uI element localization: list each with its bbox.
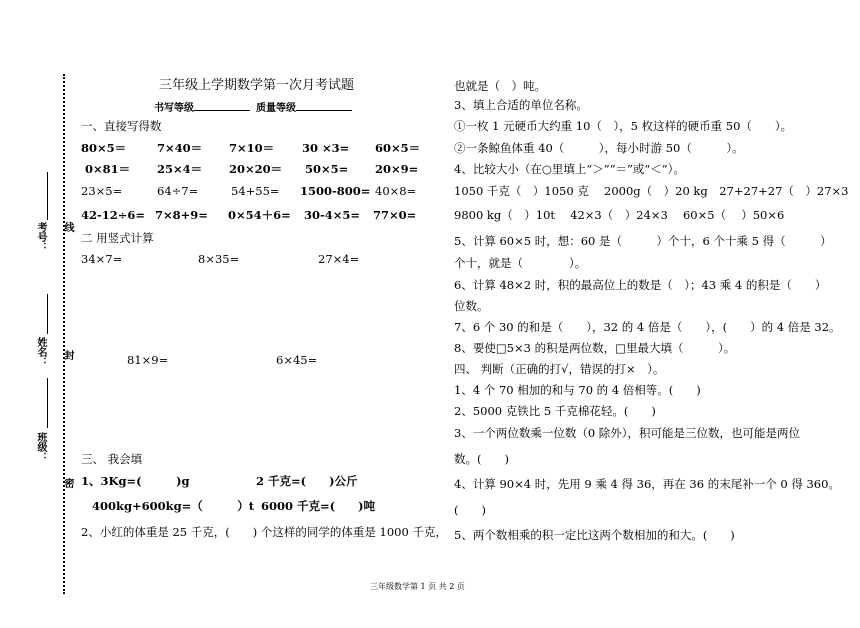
s1-r3-c4: 1500-800= [300,184,371,198]
s3-q1a: 1、3Kg=( )g [81,474,190,488]
s1-r2-c2: 25×4＝ [157,162,203,176]
section-2-heading: 二 用竖式计算 [81,231,154,245]
s3-q6-cont: 位数。 [454,299,489,313]
seal-mi: 密 [62,478,73,488]
name-line [47,294,48,334]
s4-q5: 5、两个数相乘的积一定比这两个数相加的和大。( ) [454,528,735,542]
s3-q4b: 9800 kg（ ）10t 42×3（ ）24×3 60×5（ ）50×6 [454,208,785,222]
class-label: 班级： [35,432,46,462]
s3-q4a: 1050 千克（ ）1050 克 2000g（ ）20 kg 27+27+27（ ）27×3 [454,184,849,198]
s3-q2-cont: 也就是（ ）吨。 [454,79,546,93]
section-1-heading: 一、直接写得数 [81,119,162,133]
s2-q1: 34×7= [81,252,123,266]
s4-q2: 2、5000 克铁比 5 千克棉花轻。( ) [454,404,656,418]
s3-q6: 6、计算 48×2 时，积的最高位上的数是（ ）；43 乘 4 的积是（ ） [454,278,827,292]
s1-r2-c4: 50×5= [305,162,349,176]
s2-q5: 6×45= [276,353,318,367]
class-line [47,378,48,428]
s1-r3-c3: 54+55= [231,184,280,198]
s1-r2-c3: 20×20＝ [229,162,283,176]
exam-number-label: 考号： [35,222,46,252]
s1-r4-c2: 7×8+9= [155,208,208,222]
s1-r2-c5: 20×9= [375,162,419,176]
page-footer: 三年级数学第 1 页 共 2 页 [370,582,465,591]
s3-q5-cont: 个十，就是（ ）。 [454,256,587,270]
s2-q3: 27×4= [318,252,360,266]
s1-r2-c1: 0×81＝ [85,162,131,176]
writing-grade-label: 书写等级 [154,103,194,114]
s3-q3a: ①一枚 1 元硬币大约重 10（ ），5 枚这样的硬币重 50（ ）。 [454,119,793,133]
s1-r3-c5: 40×8= [375,184,417,198]
quality-grade-blank [296,100,352,111]
s1-r1-c3: 7×10＝ [229,141,275,155]
section-4-heading: 四、 判断（正确的打√，错误的打× ）。 [454,362,665,376]
s4-q3: 3、一个两位数乘一位数（0 除外），积可能是三位数，也可能是两位 [454,426,801,440]
s1-r4-c1: 42-12÷6= [81,208,146,222]
s2-q4: 81×9= [127,353,169,367]
s1-r4-c4: 30-4×5= [304,208,361,222]
page-title: 三年级上学期数学第一次月考试题 [159,78,355,93]
s3-q1c: 400kg+600kg=（ ）t [92,499,255,513]
binding-dotted-line [63,74,65,594]
s1-r1-c1: 80×5＝ [81,141,127,155]
s3-q1d: 6000 千克=( )吨 [261,499,376,513]
s3-q1b: 2 千克=( )公斤 [256,474,358,488]
s1-r1-c5: 60×5＝ [375,141,421,155]
s3-q3: 3、填上合适的单位名称。 [454,98,588,112]
quality-grade-label: 质量等级 [256,103,296,114]
s3-q5: 5、计算 60×5 时，想：60 是（ ）个十，6 个十乘 5 得（ ） [454,234,832,248]
exam-number-line [47,172,48,220]
writing-grade-blank [194,100,250,111]
s3-q2: 2、小红的体重是 25 千克，( ) 个这样的同学的体重是 1000 千克， [81,525,447,539]
s3-q3b: ②一条鲸鱼体重 40（ ），每小时游 50（ ）。 [454,141,744,155]
s2-q2: 8×35= [198,252,240,266]
s1-r4-c3: 0×54＋6= [228,208,291,222]
s1-r3-c1: 23×5= [81,184,123,198]
writing-grade [154,100,250,116]
seal-xian: 线 [62,222,73,232]
quality-grade [256,100,352,116]
s1-r1-c4: 30 ×3= [302,141,350,155]
s1-r4-c5: 77×0= [373,208,417,222]
s4-q1: 1、4 个 70 相加的和与 70 的 4 倍相等。( ) [454,383,701,397]
s3-q4: 4、比较大小（在○里填上“＞”“＝”或“＜”）。 [454,162,685,176]
s1-r1-c2: 7×40＝ [157,141,203,155]
seal-feng: 封 [62,350,73,360]
s3-q7: 7、6 个 30 的和是（ ），32 的 4 倍是（ ），( ）的 4 倍是 32。 [454,320,841,334]
s4-q4: 4、计算 90×4 时，先用 9 乘 4 得 36，再在 36 的末尾补一个 0 得 360。 [454,477,840,491]
s4-q4-cont: ( ) [454,503,486,517]
s1-r3-c2: 64÷7= [157,184,199,198]
section-3-heading: 三、 我会填 [81,452,143,466]
s4-q3-cont: 数。( ) [454,452,509,466]
name-label: 姓名： [35,337,46,367]
s3-q8: 8、要使□5×3 的积是两位数，□里最大填（ ）。 [454,341,736,355]
